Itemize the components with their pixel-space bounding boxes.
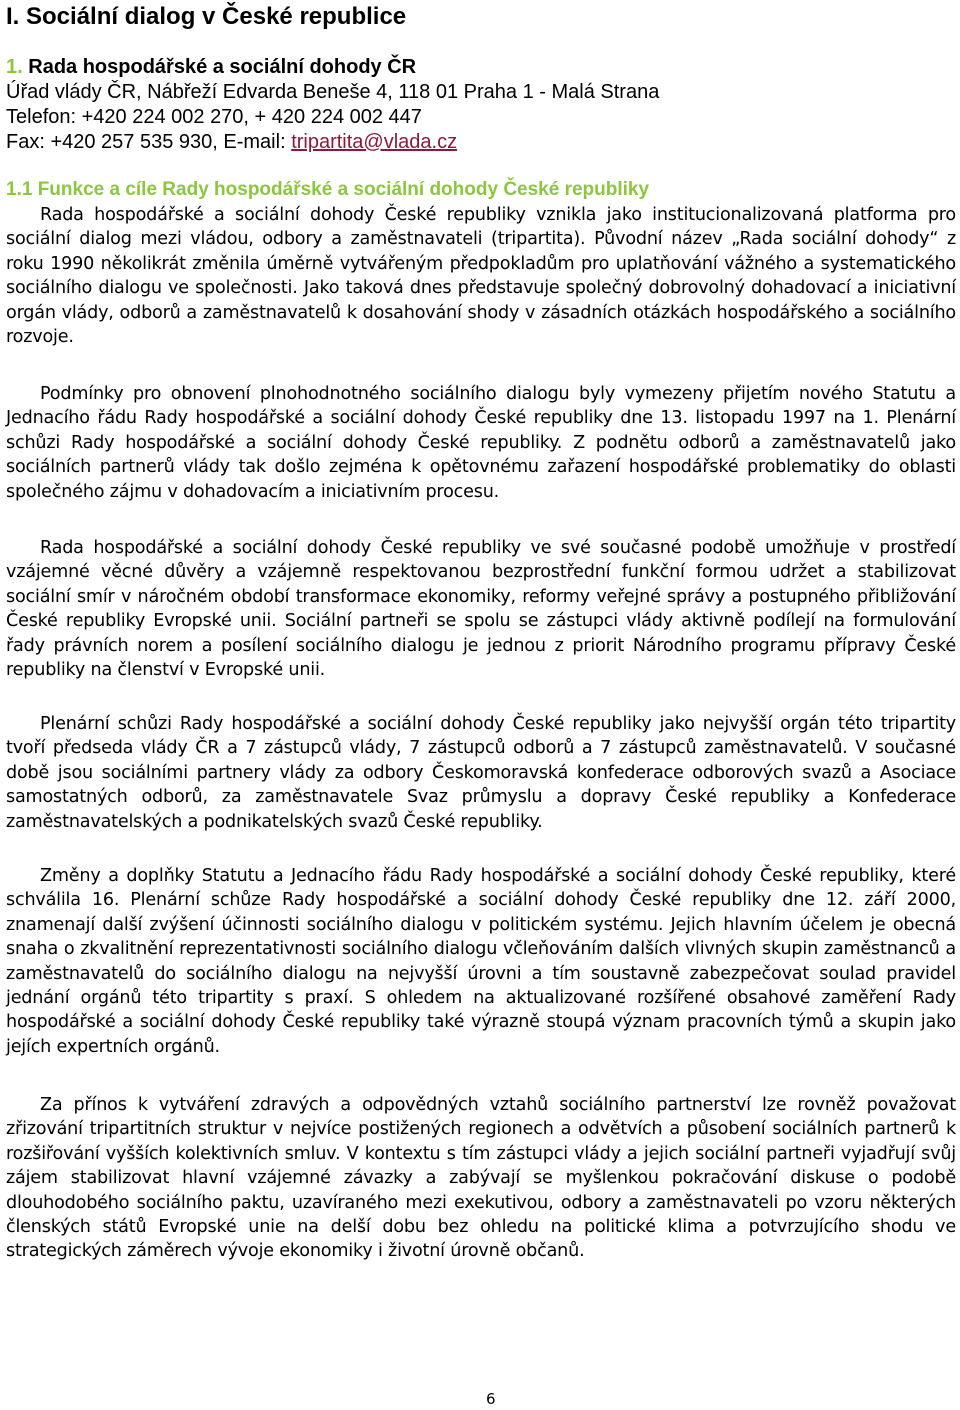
email-link[interactable]: tripartita@vlada.cz bbox=[291, 131, 458, 153]
section-number: 1. bbox=[6, 56, 23, 78]
subsection-heading: 1.1 Funkce a cíle Rady hospodářské a sociální dohody České republiky bbox=[6, 179, 650, 200]
fax-email-line bbox=[6, 130, 659, 155]
paragraph: Podmínky pro obnovení plnohodnotného sociálního dialogu byly vymezeny přijetím nového Statutu a Jednacího řádu Rady hospodářské a sociální dohody České republiky dne 13. listopadu 1997 na 1. Plenární schůzi Rady hospodářské a sociální dohody České republiky. Z podnětu odborů a zaměstnavatelů jako sociálních partnerů vlády tak došlo zejména k opětovnému zařazení hospodářské problematiky do oblasti společného zájmu v dohadovacím a iniciativním procesu. bbox=[6, 384, 956, 502]
address-line: Úřad vlády ČR, Nábřeží Edvarda Beneše 4, 118 01 Praha 1 - Malá Strana bbox=[6, 81, 660, 103]
paragraph: Plenární schůzi Rady hospodářské a sociální dohody České republiky jako nejvyšší orgán této tripartity tvoří předseda vlády ČR a 7 zástupců vlády, 7 zástupců odborů a 7 zástupců zaměstnavatelů. V současné době jsou sociálními partnery vlády za odbory Českomoravská konfederace odborových svazů a Asociace samostatných odborů, za zaměstnavatele Svaz průmyslu a dopravy České republiky a Konfederace zaměstnavatelských a podnikatelských svazů České republiky. bbox=[6, 714, 956, 832]
paragraph: Změny a doplňky Statutu a Jednacího řádu Rady hospodářské a sociální dohody České republiky, které schválila 16. Plenární schůze Rady hospodářské a sociální dohody České republiky dne 12. září 2000, znamenají další zvýšení účinnosti sociálního dialogu v politickém systému. Jejich hlavním účelem je obecná snaha o zkvalitnění reprezentativnosti sociálního dialogu včleňováním dalších vlivných skupin zaměstnanců a zaměstnavatelů do sociálního dialogu na nejvyšší úrovni a tím soustavně zabezpečovat soulad pravidel jednání orgánů této tripartity s praxí. S ohledem na aktualizované rozšířené obsahové zaměření Rady hospodářské a sociální dohody České republiky také výrazně stoupá význam pracovních týmů a skupin jako jejích expertních orgánů. bbox=[6, 866, 956, 1057]
paragraph: Rada hospodářské a sociální dohody České republiky vznikla jako institucionalizovaná platforma pro sociální dialog mezi vládou, odbory a zaměstnavateli (tripartita). Původní název „Rada sociální dohody“ z roku 1990 několikrát změnila úměrně vytvářeným předpokladům pro uplatňování vážného a systematického sociálního dialogu ve společnosti. Jako taková dnes představuje společný dobrovolný dohadovací a iniciativní orgán vlády, odborů a zaměstnavatelů k dosahování shody v zásadních otázkách hospodářského a sociálního rozvoje. bbox=[6, 205, 956, 348]
paragraph: Za přínos k vytváření zdravých a odpovědných vztahů sociálního partnerství lze rovněž považovat zřizování tripartitních struktur v nejvíce postižených regionech a odvětvích a působení sociálních partnerů k rozšiřování vyšších kolektivních smluv. V kontextu s tím zástupci vlády a jejich sociální partneři vyjadřují svůj zájem stabilizovat hlavní vzájemné závazky a zabývají se myšlenkou pokračování diskuse o podobě dlouhodobého sociálního paktu, uzavíraného mezi exekutivou, odbory a zaměstnavateli po vzoru některých členských států Evropské unie na delší dobu bez ohledu na politické klima a potvrzujícího shodu ve strategických záměrech vývoje ekonomiky i životní úrovně občanů. bbox=[6, 1095, 956, 1262]
section-title: Rada hospodářské a sociální dohody ČR bbox=[28, 56, 417, 78]
section-heading bbox=[6, 55, 416, 79]
fax-label: Fax: +420 257 535 930, E-mail: bbox=[6, 131, 292, 153]
phone-line: Telefon: +420 224 002 270, + 420 224 002 447 bbox=[6, 106, 422, 128]
page-number: 6 bbox=[486, 1390, 496, 1408]
paragraph: Rada hospodářské a sociální dohody České republiky ve své současné podobě umožňuje v prostředí vzájemné věcné důvěry a vzájemně respektovanou bezprostřední funkční formou udržet a stabilizovat sociální smír v náročném období transformace ekonomiky, reformy veřejné správy a postupného přibližování České republiky Evropské unii. Sociální partneři se spolu se zástupci vlády aktivně podílejí na formulování řady právních norem a posílení sociálního dialogu je jednou z priorit Národního programu přípravy České republiky na členství v Evropské unii. bbox=[6, 538, 956, 681]
contact-block bbox=[6, 80, 659, 155]
chapter-title: I. Sociální dialog v České republice bbox=[6, 3, 407, 30]
